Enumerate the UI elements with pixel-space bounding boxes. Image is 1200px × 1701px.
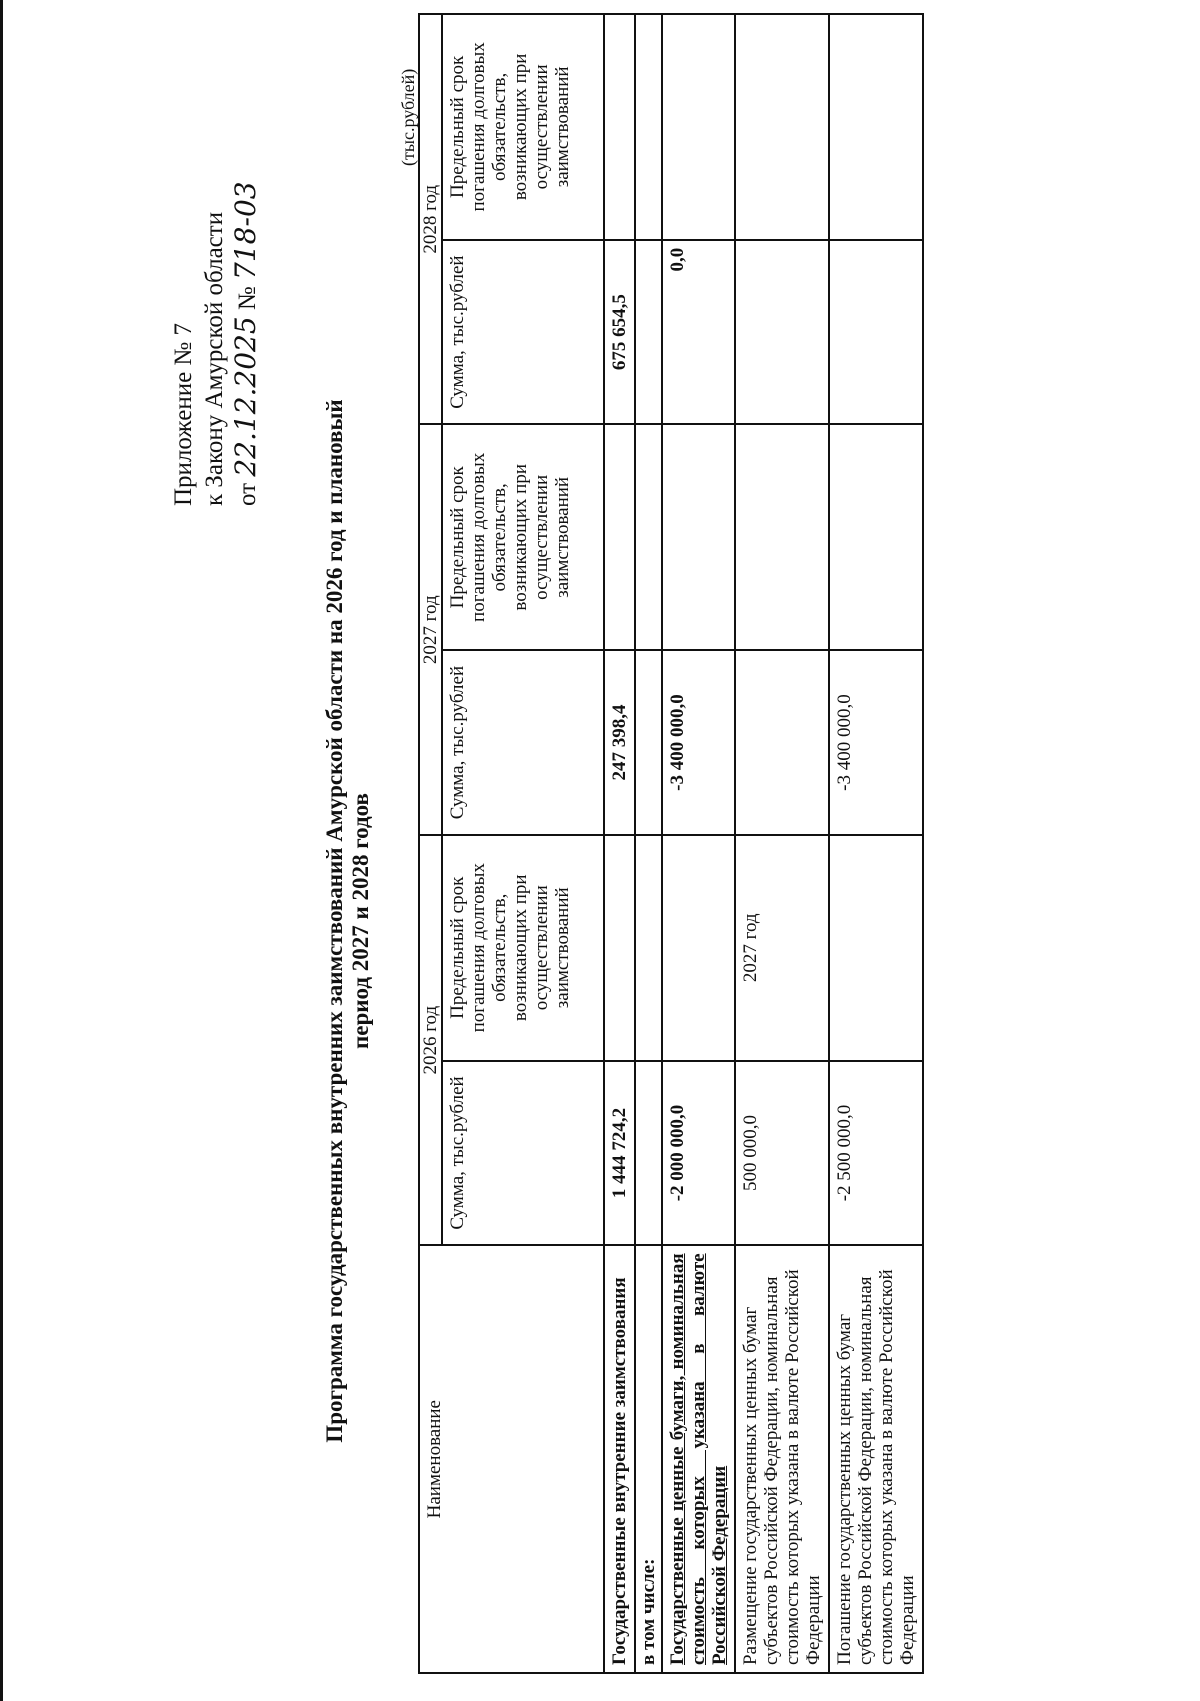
term-2026	[829, 835, 923, 1061]
title-line-1: Программа государственных внутренних заимствований Амурской области на 2026 год и плановый	[322, 399, 347, 1443]
header-name: Наименование	[419, 1245, 604, 1673]
term-2027	[635, 425, 662, 651]
handwritten-law-number: 718-03	[229, 181, 262, 280]
value-2026	[635, 1061, 662, 1246]
table-row	[662, 14, 735, 1673]
table-row	[635, 14, 662, 1673]
value-2027: -3 400 000,0	[829, 650, 923, 835]
row-name: Погашение государственных ценных бумаг субъектов Российской Федерации, номинальная стоимость которых указана в валюте Российской Федерации	[829, 1245, 923, 1673]
table-row	[604, 14, 635, 1673]
value-2027: -3 400 000,0	[662, 650, 735, 835]
units-note: (тыс.рублей)	[398, 68, 418, 166]
value-2027	[635, 650, 662, 835]
term-2027	[604, 425, 635, 651]
term-2028	[735, 14, 829, 240]
value-2026: 1 444 724,2	[604, 1061, 635, 1246]
header-term-2028: Предельный срок погашения долговых обязательств, возникающих при осуществлении заимствований	[442, 14, 604, 240]
row-name: в том числе:	[635, 1245, 662, 1673]
appendix-block	[168, 181, 263, 506]
header-sum-2028: Сумма, тыс.рублей	[442, 240, 604, 425]
appendix-number: Приложение № 7	[170, 322, 197, 506]
term-2026	[662, 835, 735, 1061]
borrowings-table	[418, 13, 924, 1674]
header-sum-2027: Сумма, тыс.рублей	[442, 650, 604, 835]
value-2026: 500 000,0	[735, 1061, 829, 1246]
header-row-years	[419, 14, 442, 1673]
value-2028	[735, 240, 829, 425]
appendix-date-line: от 22.12.2025 № 718-03	[229, 181, 262, 506]
value-2027: 247 398,4	[604, 650, 635, 835]
document-title	[322, 281, 374, 1561]
header-sum-2026: Сумма, тыс.рублей	[442, 1061, 604, 1246]
row-name: Государственные ценные бумаги, номинальная стоимость которых указана в валюте Российской Федерации	[662, 1245, 735, 1673]
value-2026: -2 500 000,0	[829, 1061, 923, 1246]
term-2026	[635, 835, 662, 1061]
term-2027	[662, 425, 735, 651]
value-2026: -2 000 000,0	[662, 1061, 735, 1246]
header-year-2028: 2028 год	[419, 14, 442, 425]
header-term-2027: Предельный срок погашения долговых обязательств, возникающих при осуществлении заимствований	[442, 425, 604, 651]
row-name: Размещение государственных ценных бумаг субъектов Российской Федерации, номинальная стоимость которых указана в валюте Российской Федерации	[735, 1245, 829, 1673]
title-line-2: период 2027 и 2028 годов	[348, 793, 373, 1049]
handwritten-date: 22.12.2025	[229, 316, 262, 477]
value-2027	[735, 650, 829, 835]
term-2027	[829, 425, 923, 651]
value-2028: 0,0	[662, 240, 735, 425]
header-year-2026: 2026 год	[419, 835, 442, 1245]
value-2028: 675 654,5	[604, 240, 635, 425]
table-row	[735, 14, 829, 1673]
appendix-law-reference: к Закону Амурской области	[201, 211, 228, 506]
term-2028	[604, 14, 635, 240]
term-2026: 2027 год	[735, 835, 829, 1061]
table-row	[829, 14, 923, 1673]
header-term-2026: Предельный срок погашения долговых обязательств, возникающих при осуществлении заимствований	[442, 835, 604, 1061]
term-2027	[735, 425, 829, 651]
term-2028	[829, 14, 923, 240]
term-2026	[604, 835, 635, 1061]
header-year-2027: 2027 год	[419, 425, 442, 835]
term-2028	[635, 14, 662, 240]
value-2028	[829, 240, 923, 425]
value-2028	[635, 240, 662, 425]
row-name: Государственные внутренние заимствования	[604, 1245, 635, 1673]
term-2028	[662, 14, 735, 240]
